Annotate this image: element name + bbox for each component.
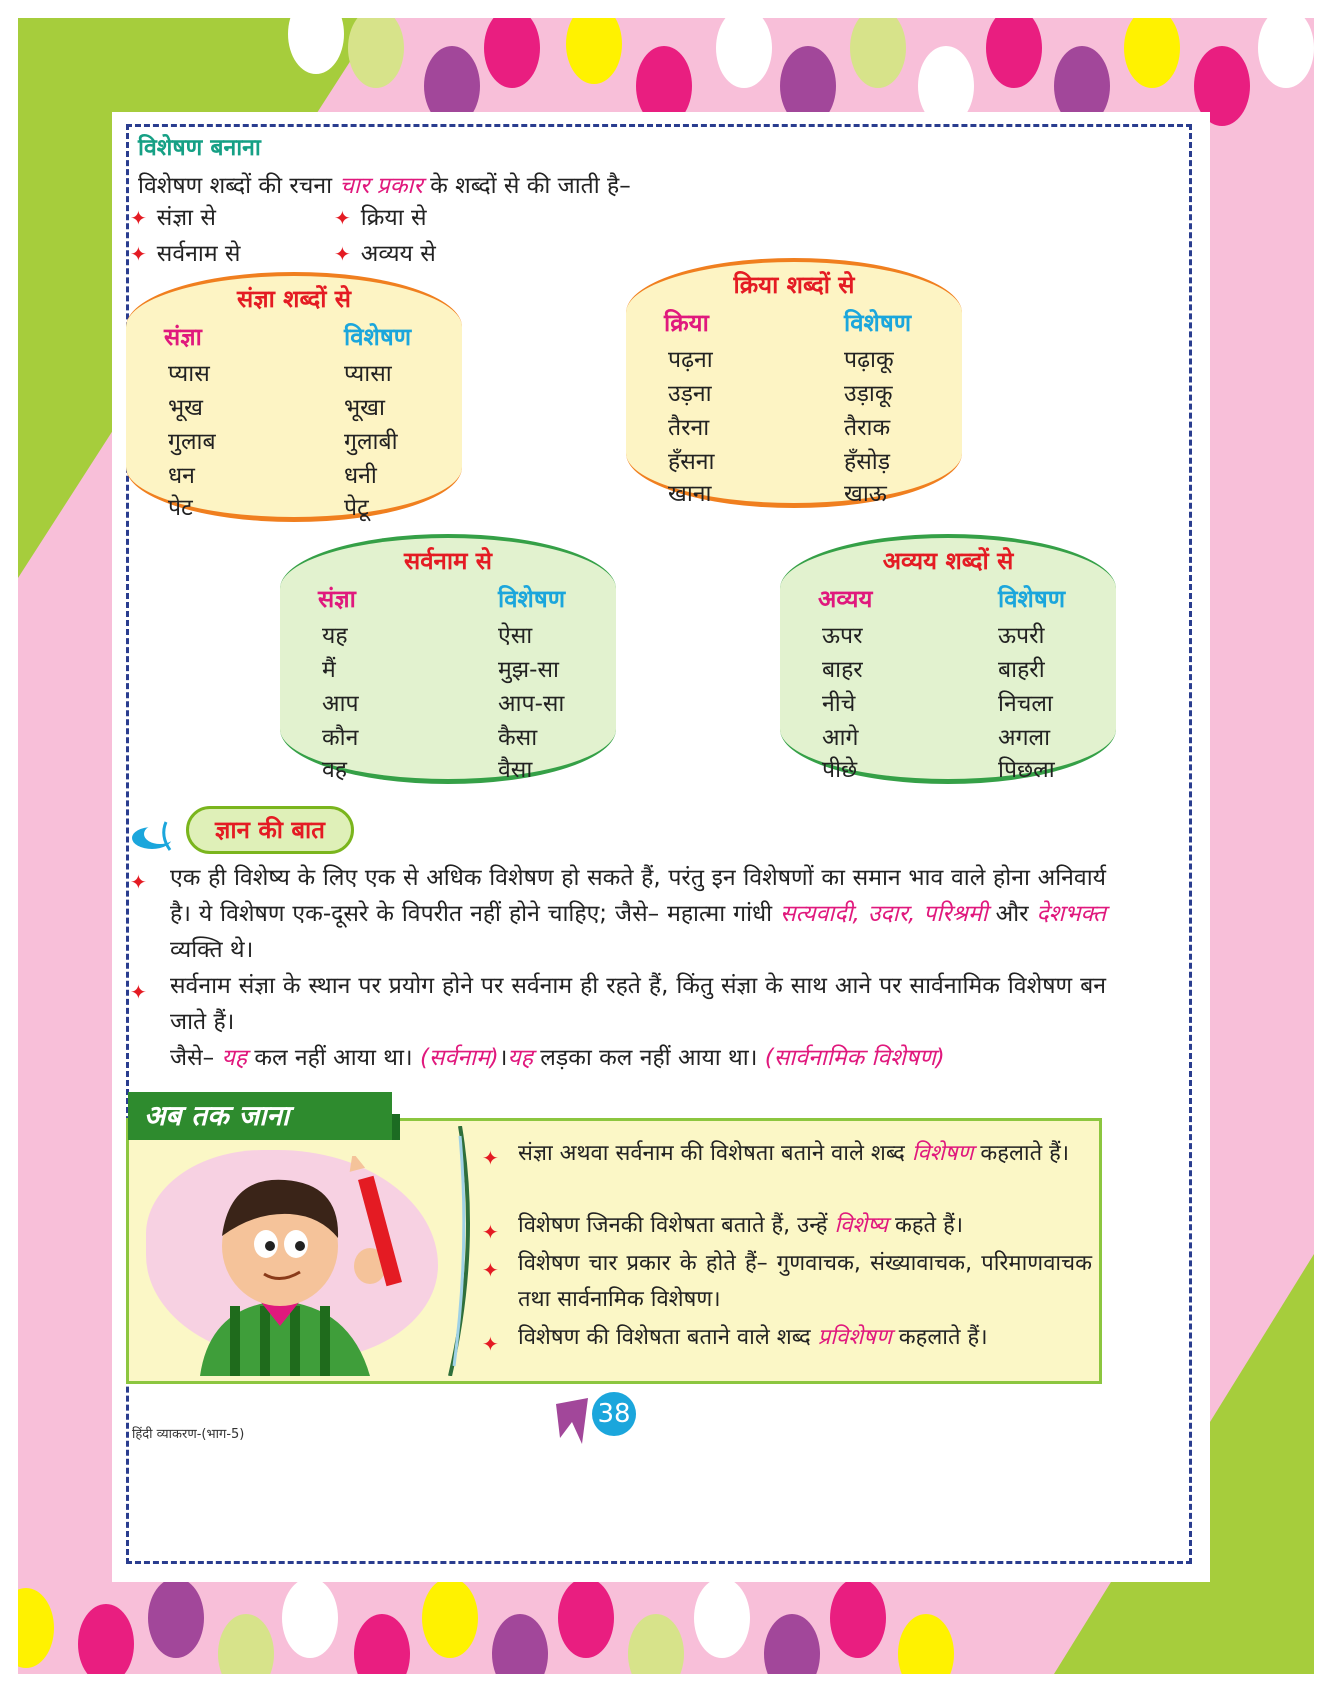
cell: भूखा [344,395,385,421]
bullet-star-icon: ✦ [130,242,147,266]
highlight: विशेषण [911,1141,974,1166]
cell: भूख [168,395,203,421]
cell: मैं [322,657,336,683]
card-col2-header: विशेषण [844,309,912,337]
intro-after: के शब्दों से की जाती है– [430,173,631,199]
summary-item [518,1208,1092,1244]
text: सर्वनाम संज्ञा के स्थान पर प्रयोग होने पर सर्वनाम ही रहते हैं, किंतु संज्ञा के साथ आने पर सार्वनामिक विशेषण बन जाते हैं। [170,973,1106,1035]
cell: अगला [998,725,1051,751]
decor-dot [566,18,622,84]
decor-dot [764,1614,820,1674]
highlight: (सार्वनामिक विशेषण) [764,1045,945,1071]
gyan-example [170,1040,1106,1076]
cell: धनी [344,463,377,489]
text: संज्ञा अथवा सर्वनाम की विशेषता बताने वाले शब्द [518,1141,905,1166]
cell: बाहरी [998,657,1045,683]
decor-dot [484,18,540,88]
card-col1-header: अव्यय [818,585,873,613]
cell: निचला [998,691,1053,717]
cell: गुलाब [168,429,216,455]
cell: आगे [822,725,859,751]
card-noun [126,272,462,522]
cell: आप [322,691,359,717]
bullet-star-icon: ✦ [130,980,147,1004]
bullet-star-icon: ✦ [130,870,147,894]
type-label: अव्यय से [360,241,436,267]
cell: ऊपर [822,623,863,649]
cell: वैसा [498,757,533,783]
decor-dot [850,18,906,88]
card-col2-header: विशेषण [998,585,1066,613]
card-indeclinable [780,534,1116,784]
cell: खाऊ [844,481,887,507]
decor-dot [1124,18,1180,88]
text: और [995,901,1029,927]
boy-with-pencil-illustration [160,1156,430,1376]
summary-banner: अब तक जाना [128,1092,392,1140]
page-number: 38 [592,1392,636,1436]
card-col1-header: संज्ञा [164,323,202,351]
cell: बाहर [822,657,863,683]
cell: ऊपरी [998,623,1045,649]
card-col2-header: विशेषण [344,323,412,351]
swoosh-icon [130,818,180,854]
type-label: क्रिया से [360,205,427,231]
cell: खाना [668,481,712,507]
gyan-paragraph-2 [170,968,1106,1040]
highlight: देशभक्त [1036,901,1106,927]
cell: हँसना [668,449,715,475]
card-title: अव्यय शब्दों से [882,547,1014,575]
type-item [334,236,436,268]
cell: यह [322,623,348,649]
decor-dot [348,18,404,88]
highlight: विशेष्य [834,1213,888,1238]
card-pronoun [280,534,616,784]
cell: आप-सा [498,691,565,717]
highlight: सत्यवादी, उदार, परिश्रमी [780,901,988,927]
cell: कौन [322,725,359,751]
cell: प्यासा [344,361,392,387]
decor-dot [558,1578,614,1658]
feather-icon [440,1126,480,1376]
highlight: यह [507,1045,533,1071]
decor-dot [148,1578,204,1658]
bullet-star-icon: ✦ [334,206,351,230]
bullet-star-icon: ✦ [482,1332,499,1356]
text: कहलाते हैं। [980,1141,1070,1166]
cell: पढ़ाकू [844,347,894,373]
text: । [498,1045,508,1071]
section-heading: विशेषण बनाना [138,135,261,161]
bullet-star-icon: ✦ [130,206,147,230]
cell: प्यास [168,361,210,387]
decor-dot [218,1614,274,1674]
cell: मुझ-सा [498,657,559,683]
decor-dot [986,18,1042,88]
card-verb [626,258,962,508]
cell: पीछे [822,757,858,783]
cell: पेट [168,495,193,521]
decor-dot [18,1588,54,1668]
card-col1-header: क्रिया [664,309,709,337]
text: जैसे– [170,1045,215,1071]
decor-dot [694,1578,750,1658]
decor-dot [1258,18,1314,88]
cell: उड़ाकू [844,381,893,407]
type-label: सर्वनाम से [156,241,241,267]
cell: तैरना [668,415,710,441]
decor-dot [628,1614,684,1674]
type-item [130,236,240,268]
highlight: यह [221,1045,247,1071]
summary-item [518,1136,1092,1172]
intro-line [138,168,631,200]
text: विशेषण चार प्रकार के होते हैं– गुणवाचक, संख्यावाचक, परिमाणवाचक तथा सार्वनामिक विशेषण। [518,1251,1092,1312]
text: व्यक्ति थे। [170,937,254,963]
decor-dot [716,18,772,88]
decor-dot [78,1604,134,1674]
text: कहलाते हैं। [898,1325,988,1350]
text: विशेषण की विशेषता बताने वाले शब्द [518,1325,811,1350]
type-item [130,200,216,232]
decor-dot [282,1578,338,1658]
card-title: सर्वनाम से [403,547,493,575]
type-item [334,200,427,232]
summary-item [518,1320,1092,1356]
text: कहते हैं। [894,1213,964,1238]
bullet-star-icon: ✦ [334,242,351,266]
summary-item [518,1246,1092,1318]
intro-before: विशेषण शब्दों की रचना [138,173,333,199]
cell: धन [168,463,195,489]
bullet-star-icon: ✦ [482,1220,499,1244]
cell: कैसा [498,725,538,751]
type-label: संज्ञा से [156,205,216,231]
bullet-star-icon: ✦ [482,1258,499,1282]
cell: गुलाबी [344,429,398,455]
cell: नीचे [822,691,856,717]
decor-dot [898,1614,954,1674]
text: कल नहीं आया था। [254,1045,413,1071]
card-col1-header: संज्ञा [318,585,356,613]
cell: ऐसा [498,623,533,649]
cell: वह [322,757,348,783]
cell: पढ़ना [668,347,713,373]
card-title: क्रिया शब्दों से [733,271,855,299]
text: विशेषण जिनकी विशेषता बताते हैं, उन्हें [518,1213,828,1238]
decor-dot [422,1578,478,1658]
text: एक ही विशेष्य के लिए एक से अधिक विशेषण हो सकते हैं, परंतु इन विशेषणों का समान भाव वाले होना अनिवार्य है। ये विशेषण एक-दूसरे के विपरीत नहीं होने चाहिए; जैसे– महात्मा गांधी [170,865,1106,927]
cell: हँसोड़ [844,449,891,475]
footer-book-title: हिंदी व्याकरण-(भाग-5) [132,1427,245,1442]
cell: उड़ना [668,381,712,407]
gyan-label: ज्ञान की बात [186,806,354,854]
decor-dot [354,1614,410,1674]
intro-highlight: चार प्रकार [339,173,423,199]
cell: तैराक [844,415,891,441]
card-col2-header: विशेषण [498,585,566,613]
cell: पेटू [344,495,369,521]
decor-dot [492,1614,548,1674]
bullet-star-icon: ✦ [482,1146,499,1170]
text: लड़का कल नहीं आया था। [540,1045,758,1071]
highlight: (सर्वनाम) [419,1045,499,1071]
cell: पिछला [998,757,1055,783]
decor-dot [830,1578,886,1658]
highlight: प्रविशेषण [817,1325,892,1350]
card-title: संज्ञा शब्दों से [236,285,352,313]
gyan-paragraph-1 [170,860,1106,968]
